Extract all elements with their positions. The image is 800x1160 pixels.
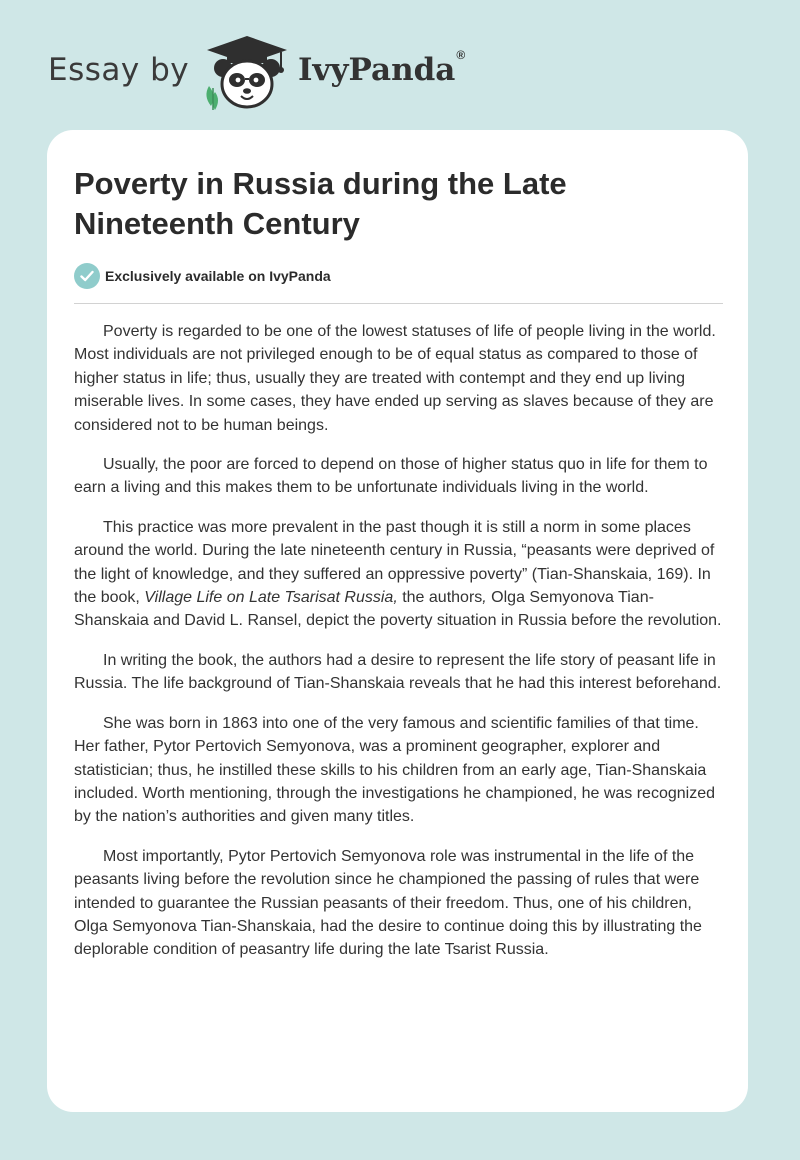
- paragraph: She was born in 1863 into one of the very famous and scientific families of that time. Her father, Pytor Pertovich Semyonova, was a prominent geographer, explorer and statistician; thus, he instilled these skills to his children from an early age, Tian-Shanskaia included. Worth mentioning, through the investigations he championed, he was recognized by the nation’s authorities and given many titles.: [74, 714, 715, 826]
- check-circle-icon: [74, 263, 100, 289]
- paragraph: In writing the book, the authors had a desire to represent the life story of peasant life in Russia. The life background of Tian-Shanskaia reveals that he had this interest beforehand.: [74, 651, 722, 693]
- brand-prefix: Essay by: [48, 52, 190, 88]
- exclusive-badge: [74, 263, 331, 289]
- divider: [74, 303, 723, 304]
- panda-logo-icon[interactable]: [201, 34, 293, 110]
- paragraph: Usually, the poor are forced to depend on those of higher status quo in life for them to earn a living and this makes them to be unfortunate individuals living in the world.: [74, 456, 708, 497]
- paragraph: Most importantly, Pytor Pertovich Semyonova role was instrumental in the life of the peasants living before the revolution since he championed the passing of rules that were intended to guarantee the Russian peasants of their freedom. Thus, one of his children, Olga Semyonova Tian-Shanskaia, had the desire to continue doing this by illustrating the deplorable condition of peasantry life during the late Tsarist Russia.: [74, 847, 702, 959]
- site-header: [48, 30, 648, 110]
- book-title: Village Life on Late Tsarisat Russia,: [144, 589, 398, 607]
- paragraph: This practice was more prevalent in the past though it is still a norm in some places around the world. During the late nineteenth century in Russia, “peasants were deprived of the light of knowledge, and they suffered an oppressive poverty” (Tian-Shanskaia, 169). In the book, Village Life on Late Tsarisat Russia, the authors, Olga Semyonova Tian-Shanskaia and David L. Ransel, depict the poverty situation in Russia before the revolution.: [74, 518, 722, 630]
- article-body: [74, 320, 724, 978]
- badge-label: Exclusively available on IvyPanda: [105, 268, 331, 284]
- essay-card: [47, 130, 748, 1112]
- paragraph: Poverty is regarded to be one of the lowest statuses of life of people living in the world. Most individuals are not privileged enough to be of equal status as compared to those of higher status in life; thus, usually they are treated with contempt and they end up living miserable lives. In some cases, they have ended up serving as slaves because of they are considered not to be human beings.: [74, 323, 716, 434]
- brand-name[interactable]: IvyPanda®: [298, 47, 466, 88]
- page-title: Poverty in Russia during the Late Nineteenth Century: [74, 166, 567, 241]
